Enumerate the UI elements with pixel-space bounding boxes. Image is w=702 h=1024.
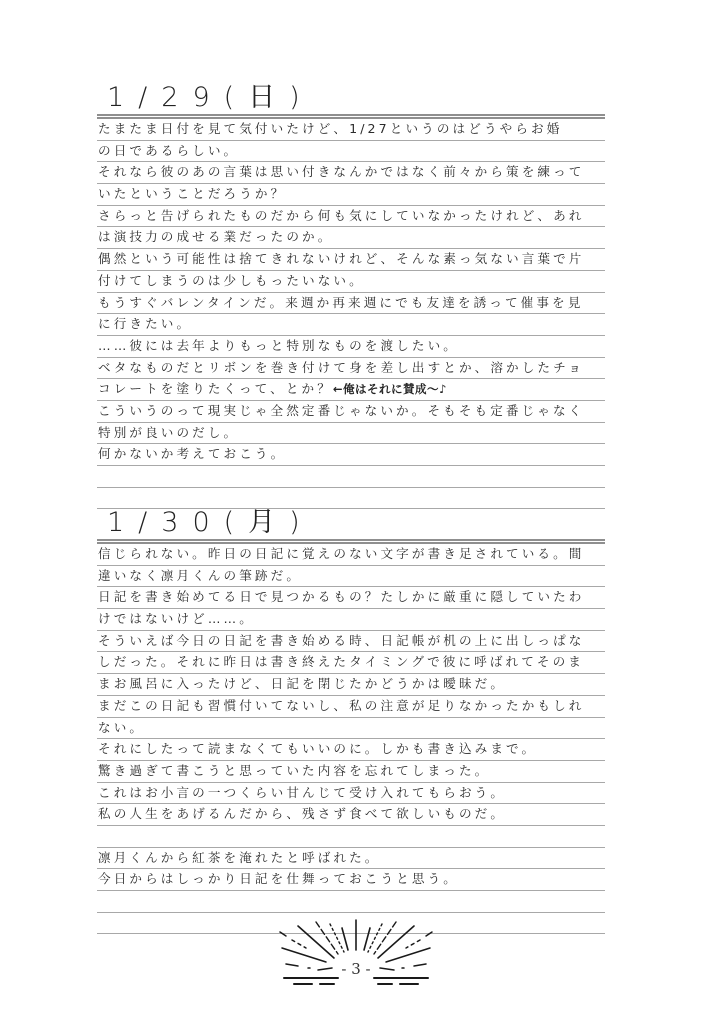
ruled-line: そういえば今日の日記を書き始める時、日記帳が机の上に出しっぱな: [97, 631, 605, 653]
ruled-line: それなら彼のあの言葉は思い付きなんかではなく前々から策を練って: [97, 162, 605, 184]
ruled-line: は演技力の成せる業だったのか。: [97, 227, 605, 249]
ruled-line: 私の人生をあげるんだから、残さず食べて欲しいものだ。: [97, 804, 605, 826]
sunburst-ornament-icon: [276, 918, 436, 988]
ruled-line: しだった。それに昨日は書き終えたタイミングで彼に呼ばれてそのま: [97, 652, 605, 674]
margin-annotation: 俺はそれに賛成～♪: [343, 382, 447, 397]
ruled-line: まだこの日記も習慣付いてないし、私の注意が足りなかったかもしれ: [97, 696, 605, 718]
ruled-line: 驚き過ぎて書こうと思っていた内容を忘れてしまった。: [97, 761, 605, 783]
ruled-line: いたということだろうか？: [97, 184, 605, 206]
entry-date-heading: 1/30(月): [107, 507, 314, 538]
ruled-line: さらっと告げられたものだから何も気にしていなかったけれど、あれ: [97, 206, 605, 228]
ruled-line: ベタなものだとリボンを巻き付けて身を差し出すとか、溶かしたチョ: [97, 358, 605, 380]
ruled-line: 日記を書き始めてる日で見つかるもの？たしかに厳重に隠していたわ: [97, 587, 605, 609]
diary-entry-jan-29: [97, 82, 605, 509]
ruled-line: 違いなく凛月くんの筆跡だ。: [97, 566, 605, 588]
line-text: コレートを塗りたくって、とか？: [98, 381, 333, 397]
ruled-line: 凛月くんから紅茶を淹れたと呼ばれた。: [97, 848, 605, 870]
ruled-line: 何かないか考えておこう。: [97, 444, 605, 466]
annotation-arrow: ←: [332, 382, 344, 397]
ruled-line: それにしたって読まなくてもいいのに。しかも書き込みまで。: [97, 739, 605, 761]
ruled-line: けではないけど……。: [97, 609, 605, 631]
ruled-line: 今日からはしっかり日記を仕舞っておこうと思う。: [97, 869, 605, 891]
ruled-line: 付けてしまうのは少しもったいない。: [97, 271, 605, 293]
ruled-line: まお風呂に入ったけど、日記を閉じたかどうかは曖昧だ。: [97, 674, 605, 696]
ruled-line: 特別が良いのだし。: [97, 423, 605, 445]
ruled-line: 信じられない。昨日の日記に覚えのない文字が書き足されている。間: [97, 544, 605, 566]
diary-entry-jan-30: [97, 507, 605, 934]
ruled-line: の日であるらしい。: [97, 141, 605, 163]
ruled-line: [97, 891, 605, 913]
ruled-line: たまたま日付を見て気付いたけど、1/27というのはどうやらお婚: [97, 119, 605, 141]
ruled-line: ……彼には去年よりもっと特別なものを渡したい。: [97, 336, 605, 358]
ruled-line: こういうのって現実じゃ全然定番じゃないか。そもそも定番じゃなく: [97, 401, 605, 423]
ruled-line: に行きたい。: [97, 314, 605, 336]
ruled-line: これはお小言の一つくらい甘んじて受け入れてもらおう。: [97, 783, 605, 805]
entry-date-heading: 1/29(日): [107, 82, 314, 113]
ruled-line: もうすぐバレンタインだ。来週か再来週にでも友達を誘って催事を見: [97, 293, 605, 315]
ruled-line: [97, 466, 605, 488]
page-number: - 3 -: [341, 960, 371, 978]
ruled-line: 偶然という可能性は捨てきれないけれど、そんな素っ気ない言葉で片: [97, 249, 605, 271]
ruled-line: [97, 826, 605, 848]
ruled-line-with-annotation: [97, 379, 605, 401]
ruled-line: ない。: [97, 718, 605, 740]
